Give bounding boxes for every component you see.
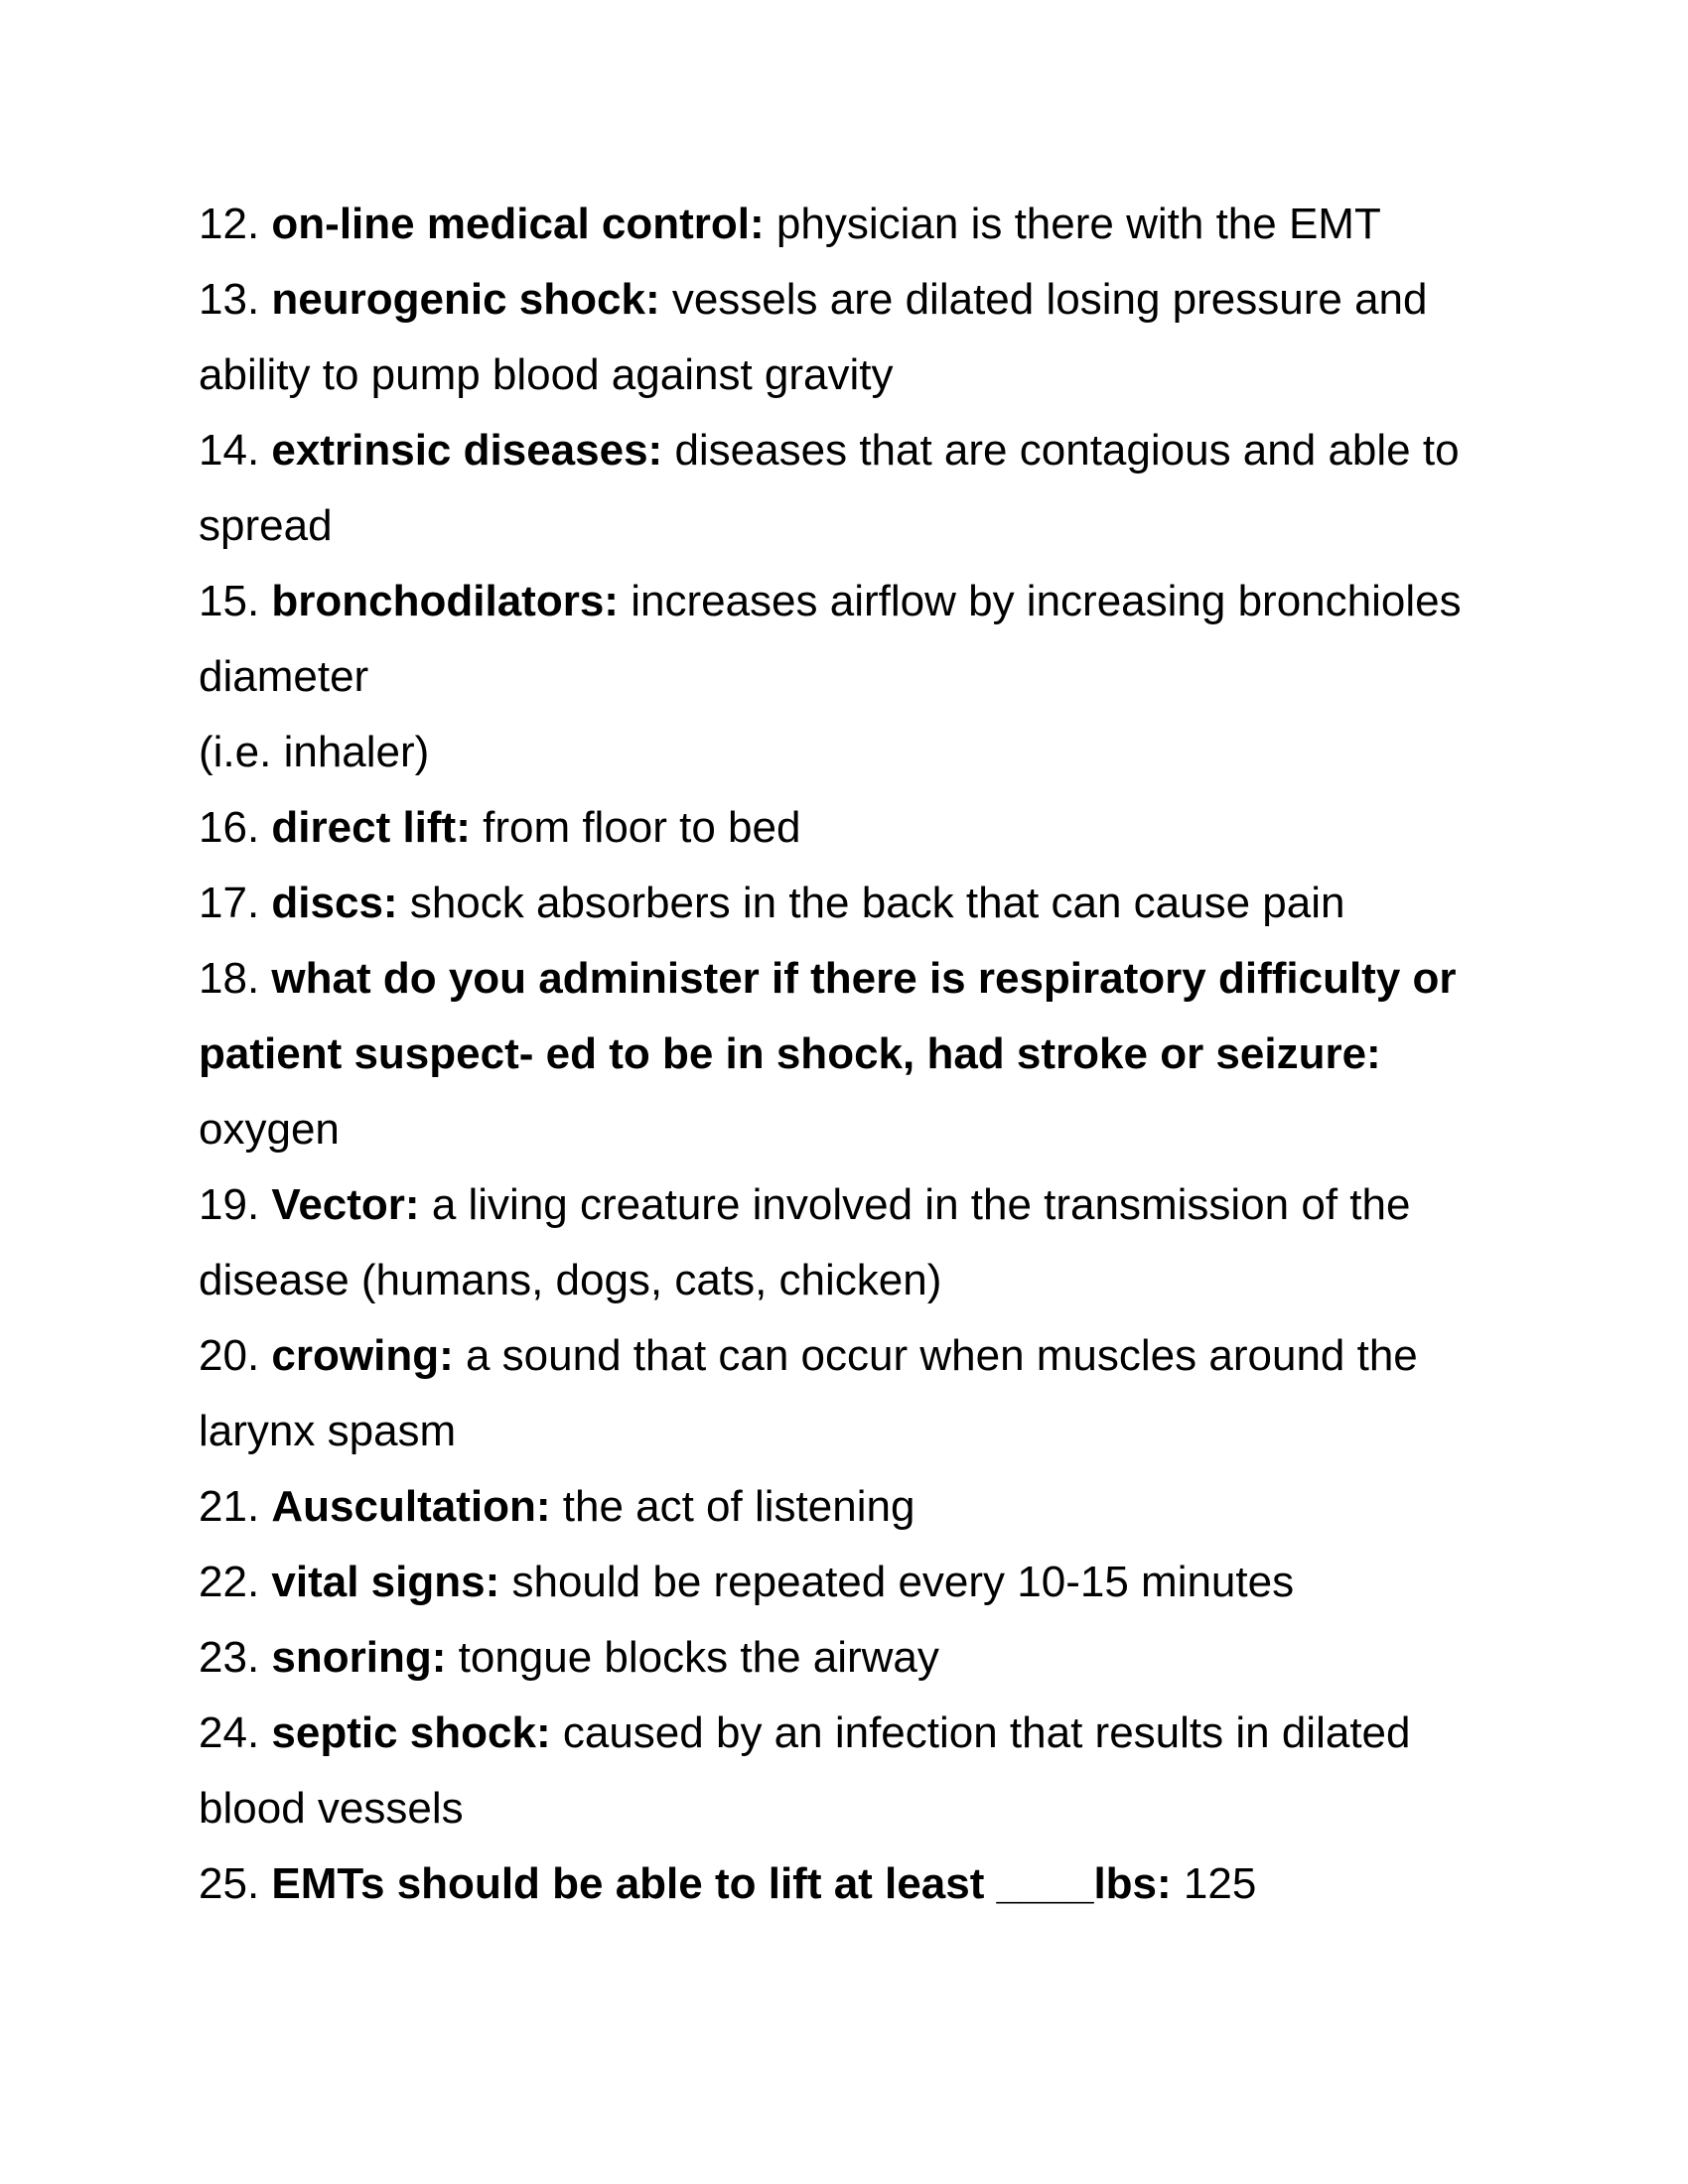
glossary-entry-12 bbox=[199, 187, 1509, 262]
entry-number: 14. bbox=[199, 426, 260, 475]
entry-definition: 125 bbox=[1183, 1859, 1257, 1908]
entry-term: discs: bbox=[271, 879, 398, 927]
entry-term: vital signs: bbox=[271, 1558, 500, 1606]
glossary-entry-16 bbox=[199, 790, 1509, 866]
entry-definition: from floor to bed bbox=[483, 803, 801, 852]
entry-example: (i.e. inhaler) bbox=[199, 728, 430, 776]
glossary-list bbox=[199, 187, 1509, 1922]
entry-term: snoring: bbox=[271, 1633, 447, 1682]
entry-number: 24. bbox=[199, 1708, 260, 1757]
entry-number: 15. bbox=[199, 577, 260, 625]
entry-number: 18. bbox=[199, 954, 260, 1003]
glossary-entry-19 bbox=[199, 1167, 1509, 1318]
glossary-entry-15 bbox=[199, 564, 1509, 715]
entry-definition: oxygen bbox=[199, 1105, 340, 1154]
entry-number: 19. bbox=[199, 1180, 260, 1229]
glossary-entry-25 bbox=[199, 1846, 1509, 1922]
glossary-entry-23 bbox=[199, 1620, 1509, 1696]
glossary-entry-24 bbox=[199, 1696, 1509, 1846]
entry-definition: vessels are dilated losing pressure and ability to pump blood against gravity bbox=[199, 275, 1428, 399]
entry-term: extrinsic diseases: bbox=[271, 426, 663, 475]
entry-number: 17. bbox=[199, 879, 260, 927]
entry-definition: a living creature involved in the transmission of the disease (humans, dogs, cats, chicken) bbox=[199, 1180, 1411, 1304]
glossary-entry-21 bbox=[199, 1469, 1509, 1545]
glossary-entry-18 bbox=[199, 941, 1509, 1167]
entry-definition: tongue blocks the airway bbox=[458, 1633, 939, 1682]
entry-definition: diseases that are contagious and able to spread bbox=[199, 426, 1460, 550]
entry-definition: shock absorbers in the back that can cause pain bbox=[409, 879, 1345, 927]
glossary-entry-13 bbox=[199, 262, 1509, 413]
glossary-entry-17 bbox=[199, 866, 1509, 941]
entry-term: Auscultation: bbox=[271, 1482, 551, 1531]
entry-term: on-line medical control: bbox=[271, 200, 765, 248]
entry-term: bronchodilators: bbox=[271, 577, 619, 625]
entry-term: crowing: bbox=[271, 1331, 454, 1380]
entry-definition: increases airflow by increasing bronchioles diameter bbox=[199, 577, 1462, 701]
entry-number: 23. bbox=[199, 1633, 260, 1682]
entry-term: neurogenic shock: bbox=[271, 275, 660, 324]
entry-term: septic shock: bbox=[271, 1708, 551, 1757]
entry-term: Vector: bbox=[271, 1180, 420, 1229]
entry-number: 20. bbox=[199, 1331, 260, 1380]
glossary-entry-22 bbox=[199, 1545, 1509, 1620]
entry-definition: should be repeated every 10-15 minutes bbox=[511, 1558, 1295, 1606]
entry-term: what do you administer if there is respiratory difficulty or patient suspect- ed to be in shock, had stroke or seizure: bbox=[199, 954, 1457, 1078]
entry-number: 13. bbox=[199, 275, 260, 324]
entry-definition: the act of listening bbox=[562, 1482, 915, 1531]
entry-number: 21. bbox=[199, 1482, 260, 1531]
entry-number: 16. bbox=[199, 803, 260, 852]
entry-definition: physician is there with the EMT bbox=[775, 200, 1381, 248]
entry-term: direct lift: bbox=[271, 803, 471, 852]
entry-definition: a sound that can occur when muscles around the larynx spasm bbox=[199, 1331, 1418, 1455]
entry-definition: caused by an infection that results in dilated blood vessels bbox=[199, 1708, 1411, 1833]
glossary-entry-20 bbox=[199, 1318, 1509, 1469]
glossary-entry-14 bbox=[199, 413, 1509, 564]
entry-number: 22. bbox=[199, 1558, 260, 1606]
entry-number: 25. bbox=[199, 1859, 260, 1908]
entry-term: EMTs should be able to lift at least ____lbs: bbox=[271, 1859, 1172, 1908]
glossary-entry-15-example bbox=[199, 715, 1509, 790]
entry-number: 12. bbox=[199, 200, 260, 248]
